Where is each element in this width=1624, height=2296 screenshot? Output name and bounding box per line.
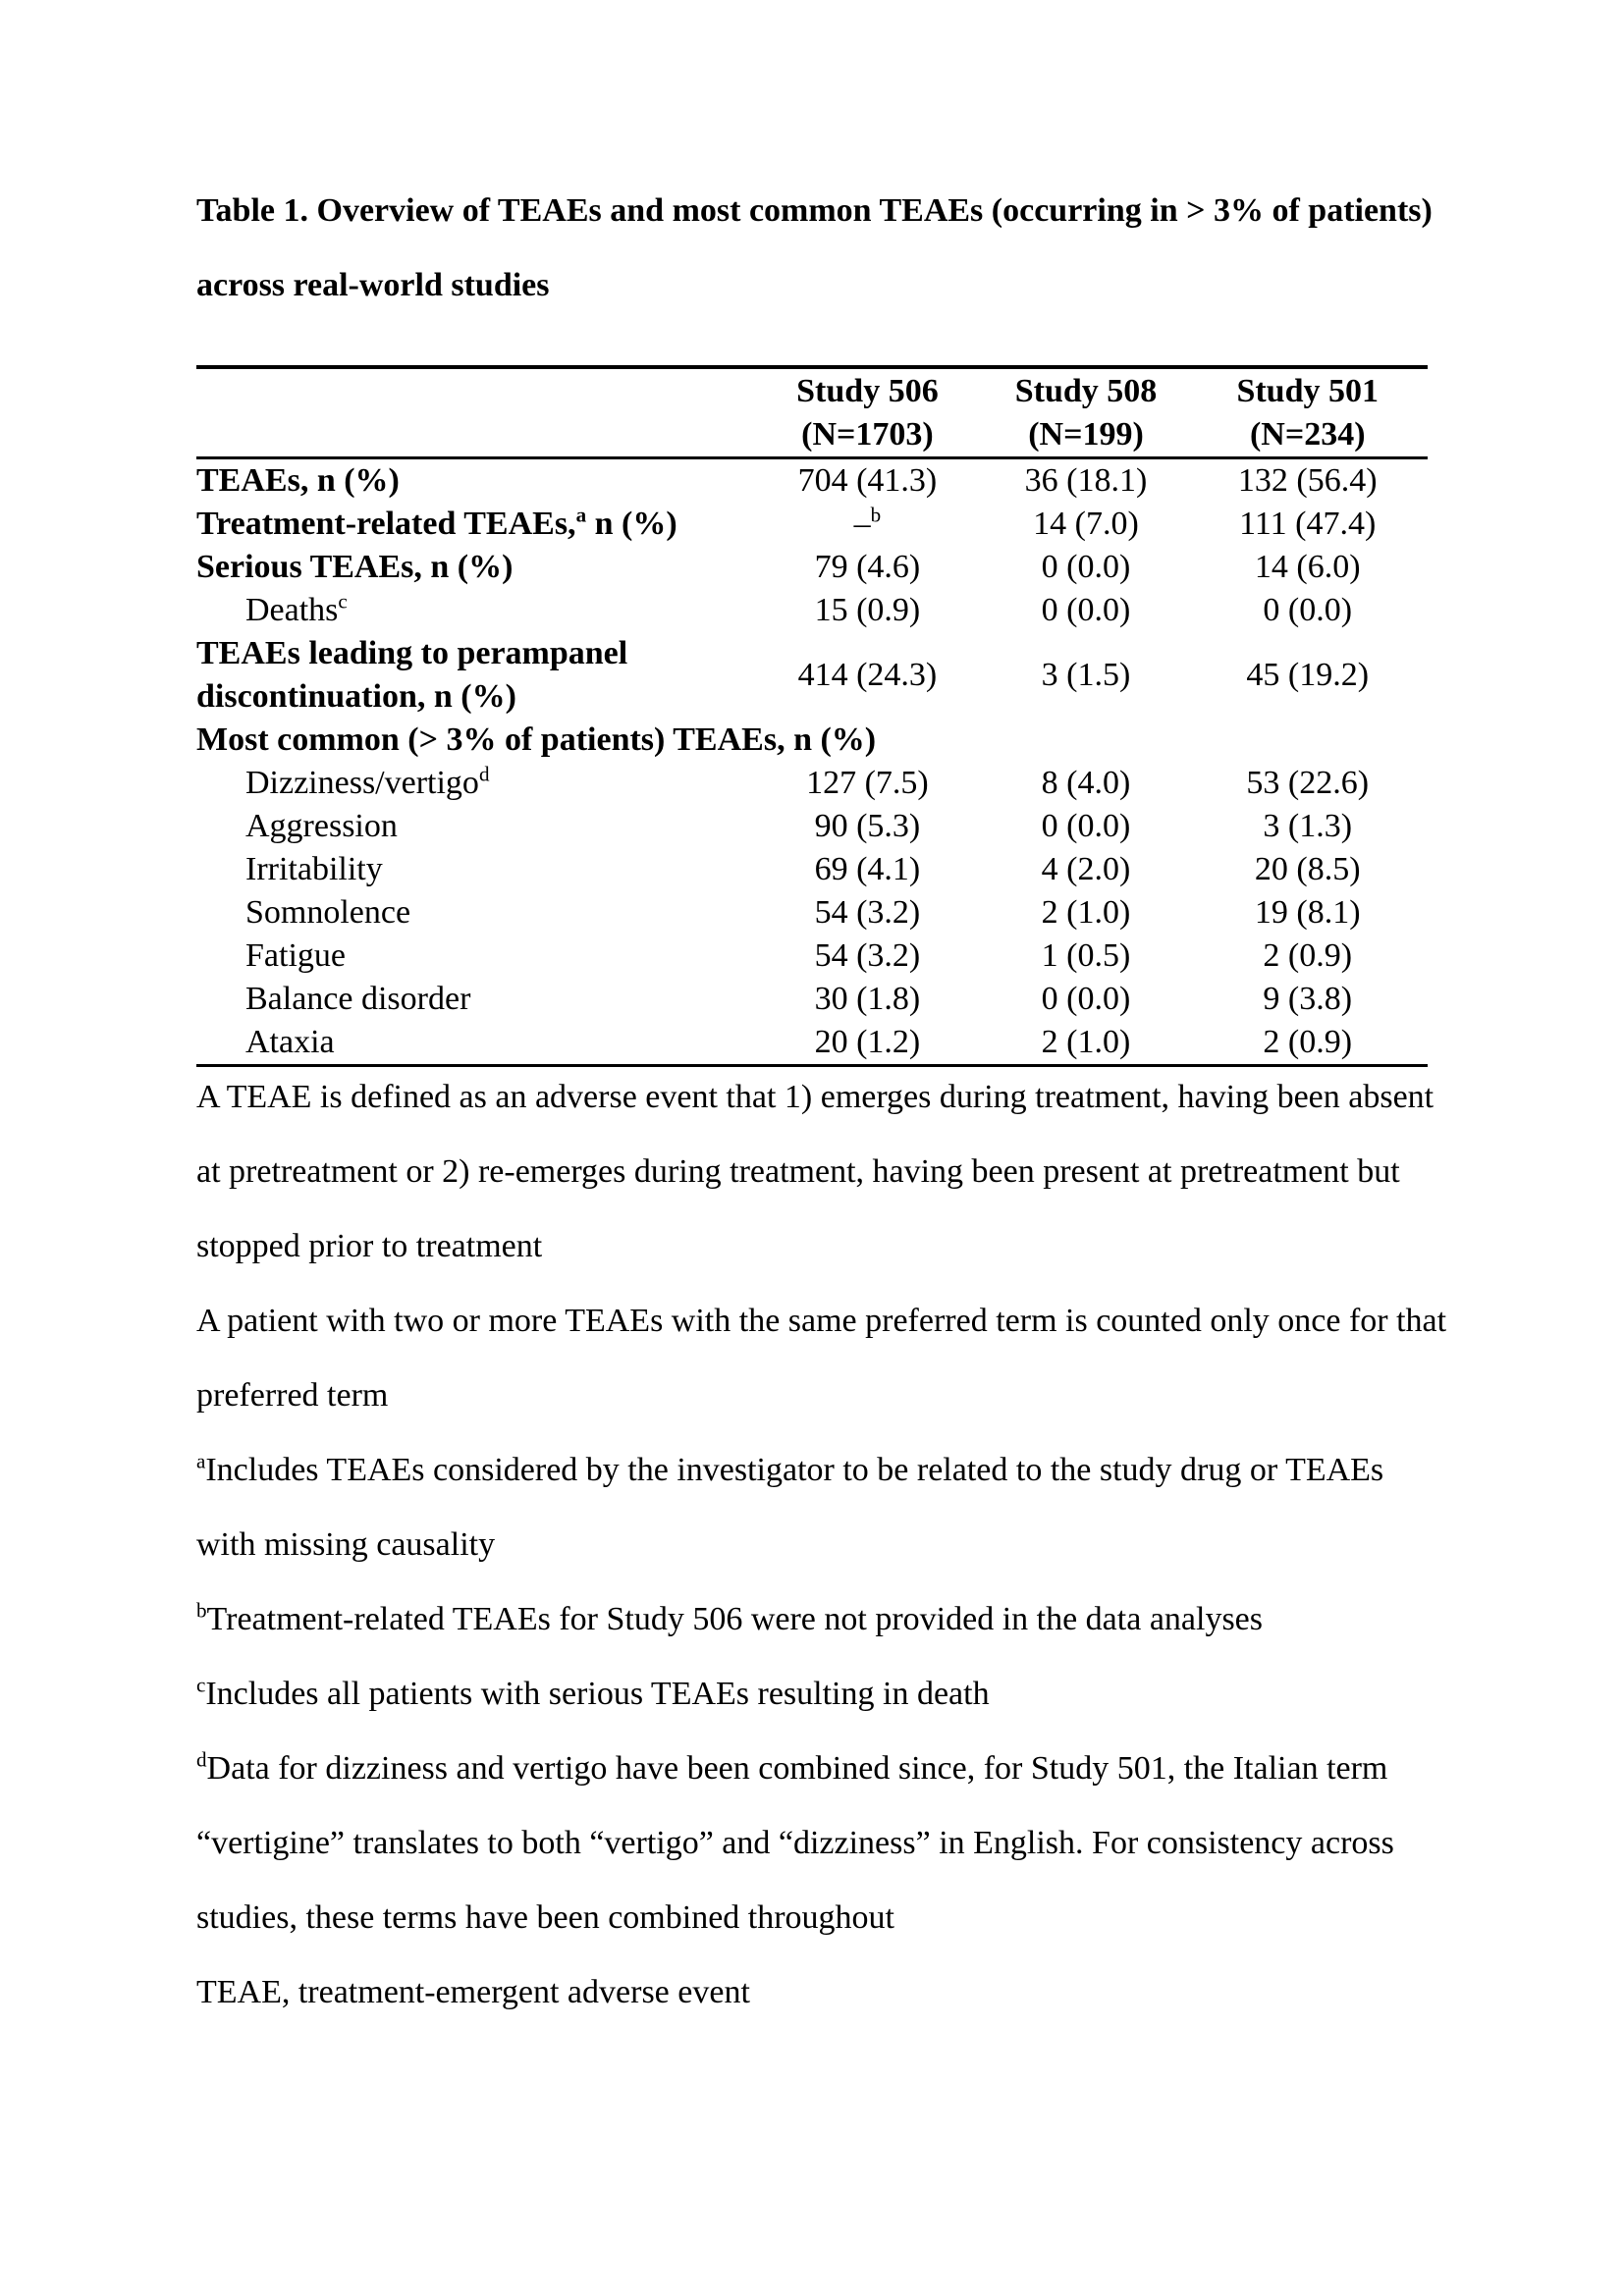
header-study-506: [750, 367, 984, 458]
row-value: 15 (0.9): [814, 592, 921, 628]
table-row: [196, 805, 1428, 848]
row-value: 2 (1.0): [1041, 894, 1131, 931]
study-506-n: (N=1703): [801, 416, 934, 453]
header-study-508: [985, 367, 1188, 458]
row-label: TEAEs leading to perampanel discontinuation, n (%): [196, 635, 628, 715]
row-value: 36 (18.1): [1024, 462, 1148, 499]
row-value: 3 (1.5): [1041, 657, 1131, 693]
row-value: 2 (0.9): [1263, 1024, 1353, 1060]
row-value: 127 (7.5): [806, 765, 929, 801]
header-empty-cell: [196, 367, 750, 458]
footnote-line: A patient with two or more TEAEs with the same preferred term is counted only once for that: [196, 1303, 1447, 1339]
study-508-n: (N=199): [1028, 416, 1144, 453]
footnotes: [196, 1075, 1447, 2014]
footnote-line: TEAE, treatment-emergent adverse event: [196, 1974, 750, 2010]
row-label: Fatigue: [245, 937, 346, 974]
study-506-name: Study 506: [796, 373, 939, 409]
teae-table: [196, 365, 1428, 1067]
row-value: –$^b$: [853, 503, 882, 542]
header-study-501: [1187, 367, 1428, 458]
row-value: 111 (47.4): [1239, 506, 1377, 542]
row-value: 90 (5.3): [814, 808, 921, 844]
row-value: 704 (41.3): [797, 462, 938, 499]
footnote-line: studies, these terms have been combined throughout: [196, 1899, 894, 1936]
footnote-line: $^a$Includes TEAEs considered by the investigator to be related to the study drug or TEAEs: [196, 1449, 1384, 1488]
row-label: Deaths$^c$: [245, 589, 348, 628]
study-501-n: (N=234): [1249, 416, 1366, 453]
row-value: 414 (24.3): [797, 657, 938, 693]
table-title-line-1: Table 1. Overview of TEAEs and most common TEAEs (occurring in > 3% of patients): [196, 192, 1433, 229]
study-501-name: Study 501: [1236, 373, 1379, 409]
table-row: [196, 503, 1428, 546]
table-row: [196, 891, 1428, 934]
row-value: 132 (56.4): [1237, 462, 1378, 499]
table-row: [196, 848, 1428, 891]
row-value: 14 (6.0): [1254, 549, 1361, 585]
table-body: [196, 458, 1428, 1066]
row-label: Most common (> 3% of patients) TEAEs, n (%): [196, 721, 877, 758]
row-value: 2 (0.9): [1263, 937, 1353, 974]
row-value: 53 (22.6): [1246, 765, 1370, 801]
table-row: [196, 546, 1428, 589]
row-label: Aggression: [245, 808, 398, 844]
row-value: 0 (0.0): [1041, 549, 1131, 585]
row-value: 30 (1.8): [814, 981, 921, 1017]
header-row: [196, 367, 1428, 458]
row-label: Irritability: [245, 851, 383, 887]
table-row: [196, 719, 1428, 762]
row-value: 20 (8.5): [1254, 851, 1361, 887]
table-row: [196, 458, 1428, 504]
footnote-line: $^c$Includes all patients with serious TEAEs resulting in death: [196, 1673, 990, 1712]
row-value: 3 (1.3): [1263, 808, 1353, 844]
table-row: [196, 762, 1428, 805]
footnote-line: stopped prior to treatment: [196, 1228, 543, 1264]
row-label: Serious TEAEs, n (%): [196, 549, 514, 585]
row-value: 14 (7.0): [1033, 506, 1139, 542]
table-row: [196, 632, 1428, 719]
row-value: 20 (1.2): [814, 1024, 921, 1060]
row-value: 54 (3.2): [814, 937, 921, 974]
table-header: [196, 367, 1428, 458]
row-label: TEAEs, n (%): [196, 462, 400, 499]
row-value: 1 (0.5): [1041, 937, 1131, 974]
row-value: 79 (4.6): [814, 549, 921, 585]
table-row: [196, 978, 1428, 1021]
footnote-line: A TEAE is defined as an adverse event that 1) emerges during treatment, having been absent: [196, 1079, 1435, 1115]
footnote-line: “vertigine” translates to both “vertigo” and “dizziness” in English. For consistency across: [196, 1825, 1394, 1861]
table-title-line-2: across real-world studies: [196, 267, 550, 303]
row-value: 8 (4.0): [1041, 765, 1131, 801]
row-value: 45 (19.2): [1246, 657, 1370, 693]
row-value: 2 (1.0): [1041, 1024, 1131, 1060]
footnote-line: at pretreatment or 2) re-emerges during treatment, having been present at pretreatment but: [196, 1153, 1400, 1190]
table-row: [196, 589, 1428, 632]
row-value: 0 (0.0): [1041, 981, 1131, 1017]
study-508-name: Study 508: [1014, 373, 1158, 409]
row-value: 0 (0.0): [1041, 808, 1131, 844]
row-value: 54 (3.2): [814, 894, 921, 931]
row-value: 4 (2.0): [1041, 851, 1131, 887]
row-value: 0 (0.0): [1263, 592, 1353, 628]
footnote-line: $^d$Data for dizziness and vertigo have been combined since, for Study 501, the Italian term: [196, 1747, 1388, 1787]
table-row: [196, 1021, 1428, 1066]
row-label: Somnolence: [245, 894, 411, 931]
row-label: Treatment-related TEAEs,$^a$ n (%): [196, 503, 677, 542]
row-label: Balance disorder: [245, 981, 471, 1017]
row-label: Ataxia: [245, 1024, 335, 1060]
row-value: 0 (0.0): [1041, 592, 1131, 628]
row-value: 9 (3.8): [1263, 981, 1353, 1017]
footnote-line: with missing causality: [196, 1526, 496, 1563]
footnote-line: preferred term: [196, 1377, 389, 1414]
footnote-line: $^b$Treatment-related TEAEs for Study 506 were not provided in the data analyses: [196, 1598, 1263, 1637]
row-value: 19 (8.1): [1254, 894, 1361, 931]
table-row: [196, 934, 1428, 978]
row-value: 69 (4.1): [814, 851, 921, 887]
row-label: Dizziness/vertigo$^d$: [245, 762, 490, 801]
